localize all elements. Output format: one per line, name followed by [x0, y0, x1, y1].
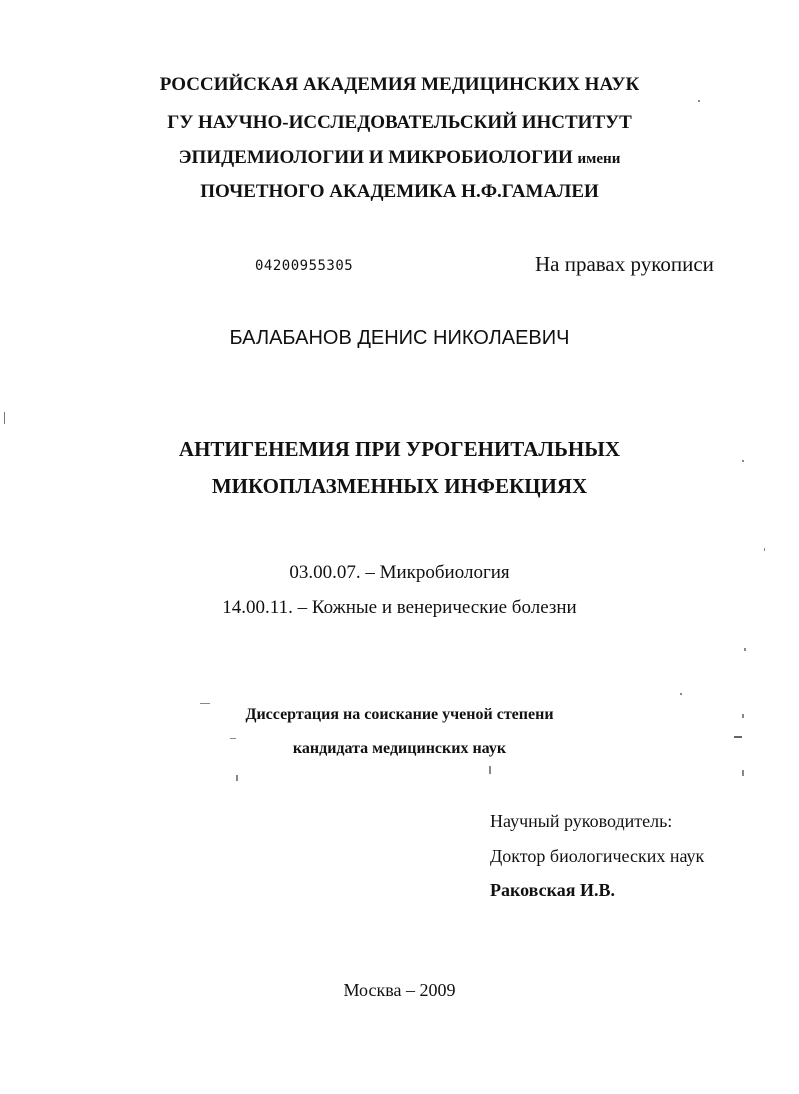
advisor-label: Научный руководитель: — [490, 811, 673, 831]
institute-subject-main: ЭПИДЕМИОЛОГИИ И МИКРОБИОЛОГИИ — [178, 147, 573, 168]
scan-speck — [4, 412, 5, 424]
institute-subject-tail: имени — [577, 151, 621, 167]
scan-speck — [734, 736, 742, 738]
advisor-degree: Доктор биологических наук — [490, 846, 705, 866]
scan-speck — [698, 100, 700, 102]
scan-speck — [200, 703, 210, 704]
scan-speck — [680, 693, 682, 695]
thesis-title-line2: МИКОПЛАЗМЕННЫХ ИНФЕКЦИЯХ — [211, 474, 588, 498]
institute-honorific: ПОЧЕТНОГО АКАДЕМИКА Н.Ф.ГАМАЛЕИ — [200, 181, 599, 202]
scan-speck — [764, 548, 765, 551]
dissertation-line1: Диссертация на соискание ученой степени — [245, 706, 554, 723]
specialty-item: 03.00.07. – Микробиология — [289, 562, 510, 583]
scan-speck — [744, 648, 746, 651]
advisor-name: Раковская И.В. — [490, 880, 615, 900]
thesis-title-line1: АНТИГЕНЕМИЯ ПРИ УРОГЕНИТАЛЬНЫХ — [178, 437, 621, 461]
rights-note: На правах рукописи — [535, 252, 714, 276]
scan-speck — [742, 770, 744, 776]
city-year: Москва – 2009 — [343, 980, 456, 1000]
scan-speck — [236, 775, 238, 781]
academy-name: РОССИЙСКАЯ АКАДЕМИЯ МЕДИЦИНСКИХ НАУК — [159, 74, 640, 95]
author-name: БАЛАБАНОВ ДЕНИС НИКОЛАЕВИЧ — [229, 327, 570, 349]
scan-speck — [742, 460, 744, 462]
institute-subject — [0, 147, 799, 169]
dissertation-line2: кандидата медицинских наук — [292, 740, 507, 757]
institute-name: ГУ НАУЧНО-ИССЛЕДОВАТЕЛЬСКИЙ ИНСТИТУТ — [167, 112, 632, 133]
document-code: 04200955305 — [255, 258, 354, 274]
specialty-item: 14.00.11. – Кожные и венерические болезни — [222, 597, 577, 618]
scan-speck — [489, 766, 491, 774]
scan-speck — [230, 738, 236, 739]
scan-speck — [742, 714, 744, 718]
